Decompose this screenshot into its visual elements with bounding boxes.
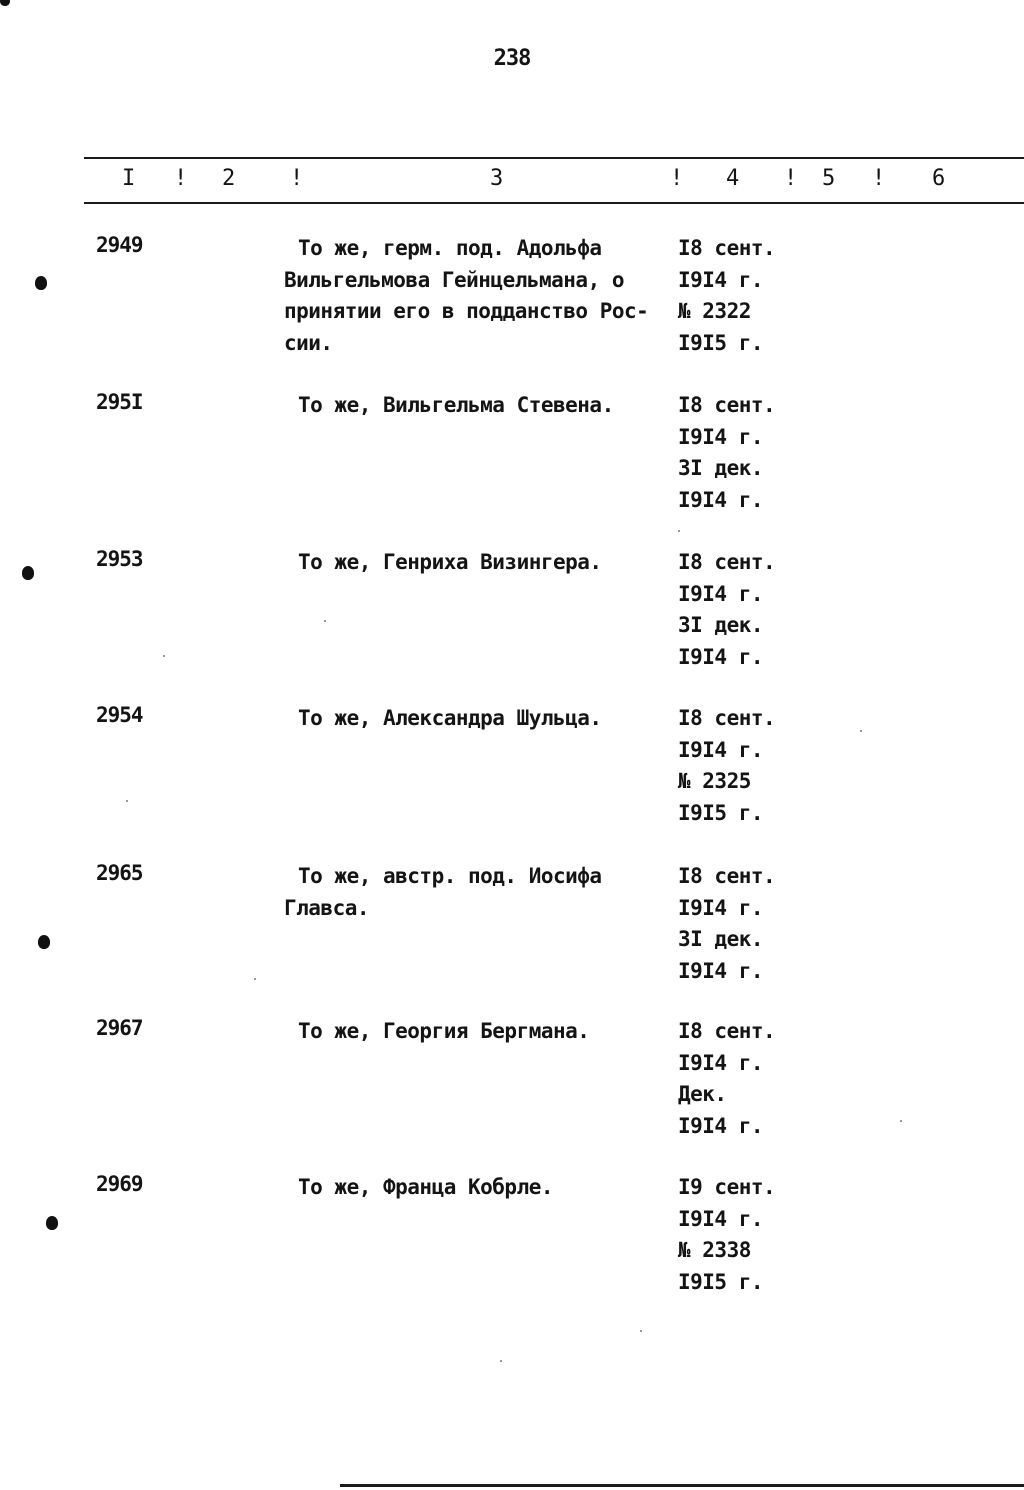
column-separator: ! (784, 166, 798, 191)
entry-number: 295I (96, 390, 143, 414)
punch-hole-mark (22, 566, 34, 580)
column-header-4: 4 (726, 166, 740, 191)
table-top-rule (84, 157, 1024, 159)
entry-number: 2953 (96, 547, 143, 571)
entry-description: То же, Генриха Визингера. (298, 550, 602, 574)
scan-speck (126, 800, 128, 802)
punch-hole-mark (46, 1216, 58, 1230)
punch-hole-mark (38, 935, 50, 949)
page-number: 238 (493, 46, 531, 71)
column-separator: ! (174, 166, 188, 191)
entry-dates: I8 сент. I9I4 г. № 2322 I9I5 г. (678, 236, 776, 355)
bottom-edge-rule (340, 1484, 1024, 1487)
scan-speck (324, 620, 326, 622)
scan-speck (900, 1120, 902, 1122)
scan-speck (254, 978, 256, 980)
column-header-5: 5 (822, 166, 836, 191)
scan-speck (500, 1360, 502, 1362)
entry-description: То же, Георгия Бергмана. (298, 1019, 590, 1043)
column-header-1: I (122, 166, 136, 191)
entry-dates: I8 сент. I9I4 г. Дек. I9I4 г. (678, 1019, 776, 1138)
column-separator: ! (670, 166, 684, 191)
entry-description: То же, Франца Кобрле. (298, 1175, 554, 1199)
scan-speck (640, 1330, 642, 1332)
entry-dates: I8 сент. I9I4 г. 3I дек. I9I4 г. (678, 864, 776, 983)
entry-description: То же, герм. под. Адольфа Вильгельмова Гейнцельмана, о принятии его в подданство Рос- сии. (284, 236, 649, 355)
column-separator: ! (290, 166, 304, 191)
scan-speck (163, 655, 165, 657)
entry-dates: I8 сент. I9I4 г. № 2325 I9I5 г. (678, 706, 776, 825)
column-header-3: 3 (490, 166, 504, 191)
entry-dates: I9 сент. I9I4 г. № 2338 I9I5 г. (678, 1175, 776, 1294)
scan-speck (678, 530, 680, 532)
entry-number: 2967 (96, 1016, 143, 1040)
scan-speck (860, 730, 862, 732)
column-header-6: 6 (932, 166, 946, 191)
entry-number: 2965 (96, 861, 143, 885)
entry-description: То же, Вильгельма Стевена. (298, 393, 614, 417)
entry-number: 2949 (96, 233, 143, 257)
column-header-2: 2 (222, 166, 236, 191)
column-separator: ! (872, 166, 886, 191)
entry-number: 2954 (96, 703, 143, 727)
punch-hole-mark (35, 276, 47, 290)
entry-dates: I8 сент. I9I4 г. 3I дек. I9I4 г. (678, 393, 776, 512)
table-header-rule (84, 202, 1024, 204)
entry-description: То же, Александра Шульца. (298, 706, 602, 730)
entry-description: То же, австр. под. Иосифа Главса. (284, 864, 602, 920)
entry-dates: I8 сент. I9I4 г. 3I дек. I9I4 г. (678, 550, 776, 669)
punch-hole-mark (0, 0, 10, 6)
entry-number: 2969 (96, 1172, 143, 1196)
